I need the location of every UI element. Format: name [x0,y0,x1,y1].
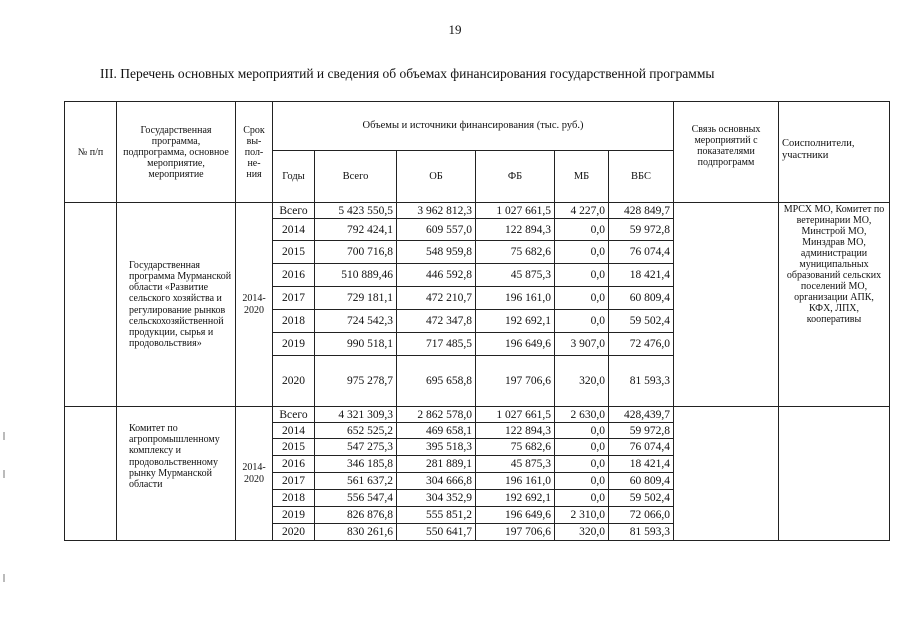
participants-cell [779,407,890,541]
program-term: 2014-2020 [236,203,273,407]
year-cell: Всего [273,203,315,219]
mb-cell: 0,0 [555,490,609,507]
table-row [65,407,890,423]
ob-cell: 695 658,8 [397,356,476,407]
vbs-cell: 60 809,4 [609,287,674,310]
year-cell: 2020 [273,524,315,541]
year-cell: 2016 [273,456,315,473]
ob-cell: 550 641,7 [397,524,476,541]
ob-cell: 472 210,7 [397,287,476,310]
ob-cell: 281 889,1 [397,456,476,473]
fb-cell: 1 027 661,5 [476,203,555,219]
year-cell: 2015 [273,439,315,456]
vbs-cell: 428 849,7 [609,203,674,219]
fb-cell: 75 682,6 [476,439,555,456]
ob-cell: 395 518,3 [397,439,476,456]
program-term: 2014-2020 [236,407,273,541]
vbs-cell: 72 066,0 [609,507,674,524]
fb-cell: 192 692,1 [476,310,555,333]
fb-cell: 196 161,0 [476,287,555,310]
margin-mark [3,574,5,582]
total-cell: 990 518,1 [315,333,397,356]
year-cell: 2017 [273,287,315,310]
fb-cell: 122 894,3 [476,423,555,439]
header-ob: ОБ [397,151,476,203]
row-number [65,407,117,541]
vbs-cell: 76 074,4 [609,439,674,456]
mb-cell: 0,0 [555,287,609,310]
vbs-cell: 59 972,8 [609,423,674,439]
ob-cell: 304 352,9 [397,490,476,507]
header-link: Связь основных мероприятий с показателями подпрограмм [674,102,779,203]
mb-cell: 0,0 [555,423,609,439]
header-coexec: Соисполнители, участники [779,102,890,203]
year-cell: 2017 [273,473,315,490]
total-cell: 5 423 550,5 [315,203,397,219]
total-cell: 729 181,1 [315,287,397,310]
fb-cell: 197 706,6 [476,524,555,541]
vbs-cell: 81 593,3 [609,356,674,407]
ob-cell: 469 658,1 [397,423,476,439]
mb-cell: 0,0 [555,241,609,264]
header-row [65,102,890,151]
page-number: 19 [448,22,462,37]
vbs-cell: 76 074,4 [609,241,674,264]
year-cell: 2019 [273,333,315,356]
vbs-cell: 72 476,0 [609,333,674,356]
mb-cell: 2 630,0 [555,407,609,423]
ob-cell: 609 557,0 [397,219,476,241]
mb-cell: 0,0 [555,456,609,473]
header-vbs: ВБС [609,151,674,203]
link-cell [674,203,779,407]
vbs-cell: 59 502,4 [609,490,674,507]
vbs-cell: 428,439,7 [609,407,674,423]
ob-cell: 717 485,5 [397,333,476,356]
vbs-cell: 59 972,8 [609,219,674,241]
total-cell: 700 716,8 [315,241,397,264]
margin-mark [3,432,5,440]
vbs-cell: 59 502,4 [609,310,674,333]
fb-cell: 192 692,1 [476,490,555,507]
mb-cell: 0,0 [555,264,609,287]
mb-cell: 2 310,0 [555,507,609,524]
row-number [65,203,117,407]
fb-cell: 196 649,6 [476,333,555,356]
header-financing: Объемы и источники финансирования (тыс. руб.) [273,102,674,151]
fb-cell: 196 161,0 [476,473,555,490]
section-title: III. Перечень основных мероприятий и сведения об объемах финансирования государственной программы [100,66,715,81]
ob-cell: 548 959,8 [397,241,476,264]
mb-cell: 3 907,0 [555,333,609,356]
program-name: Комитет по агропромышленному комплексу и продовольственному рынку Мурманской области [117,407,236,541]
ob-cell: 446 592,8 [397,264,476,287]
ob-cell: 472 347,8 [397,310,476,333]
header-program: Государственная программа, подпрограмма, основное мероприятие, мероприятие [117,102,236,203]
fb-cell: 45 875,3 [476,264,555,287]
header-term: Срок вы- пол- не- ния [236,102,273,203]
year-cell: 2018 [273,490,315,507]
ob-cell: 2 862 578,0 [397,407,476,423]
year-cell: 2016 [273,264,315,287]
margin-mark [3,470,5,478]
fb-cell: 45 875,3 [476,456,555,473]
financing-table [64,101,890,541]
mb-cell: 0,0 [555,219,609,241]
total-cell: 556 547,4 [315,490,397,507]
header-total: Всего [315,151,397,203]
year-cell: 2018 [273,310,315,333]
fb-cell: 122 894,3 [476,219,555,241]
total-cell: 826 876,8 [315,507,397,524]
fb-cell: 1 027 661,5 [476,407,555,423]
mb-cell: 0,0 [555,439,609,456]
fb-cell: 196 649,6 [476,507,555,524]
header-num: № п/п [65,102,117,203]
year-cell: 2020 [273,356,315,407]
mb-cell: 0,0 [555,473,609,490]
total-cell: 346 185,8 [315,456,397,473]
link-cell [674,407,779,541]
fb-cell: 75 682,6 [476,241,555,264]
mb-cell: 320,0 [555,524,609,541]
total-cell: 830 261,6 [315,524,397,541]
total-cell: 724 542,3 [315,310,397,333]
header-years: Годы [273,151,315,203]
ob-cell: 3 962 812,3 [397,203,476,219]
year-cell: Всего [273,407,315,423]
mb-cell: 4 227,0 [555,203,609,219]
vbs-cell: 60 809,4 [609,473,674,490]
program-name: Государственная программа Мурманской области «Развитие сельского хозяйства и регулирование рынков сельскохозяйственной продукции, сырья и продовольствия» [117,203,236,407]
total-cell: 975 278,7 [315,356,397,407]
header-fb: ФБ [476,151,555,203]
ob-cell: 304 666,8 [397,473,476,490]
fb-cell: 197 706,6 [476,356,555,407]
total-cell: 547 275,3 [315,439,397,456]
total-cell: 561 637,2 [315,473,397,490]
total-cell: 652 525,2 [315,423,397,439]
header-mb: МБ [555,151,609,203]
table-body [65,102,890,541]
ob-cell: 555 851,2 [397,507,476,524]
year-cell: 2014 [273,219,315,241]
mb-cell: 320,0 [555,356,609,407]
year-cell: 2019 [273,507,315,524]
mb-cell: 0,0 [555,310,609,333]
total-cell: 510 889,46 [315,264,397,287]
vbs-cell: 18 421,4 [609,456,674,473]
vbs-cell: 81 593,3 [609,524,674,541]
total-cell: 4 321 309,3 [315,407,397,423]
year-cell: 2014 [273,423,315,439]
year-cell: 2015 [273,241,315,264]
vbs-cell: 18 421,4 [609,264,674,287]
table-row [65,203,890,219]
participants-cell: МРСХ МО, Комитет по ветеринарии МО, Минстрой МО, Минздрав МО, администрации муниципальных образований сельских поселений МО, организации АПК, КФХ, ЛПХ, кооперативы [779,203,890,407]
total-cell: 792 424,1 [315,219,397,241]
